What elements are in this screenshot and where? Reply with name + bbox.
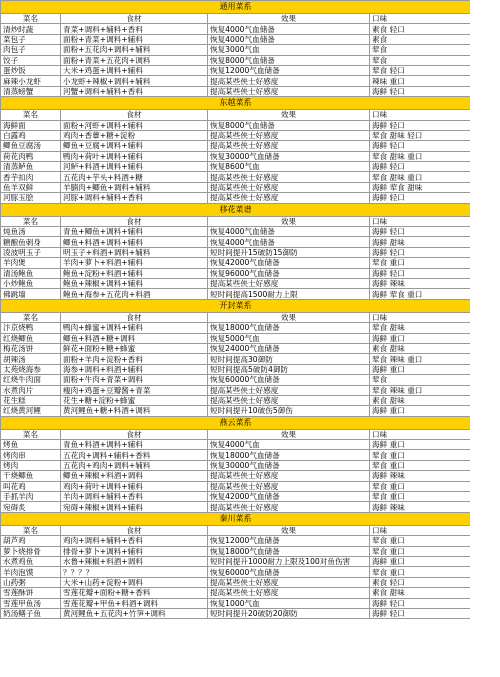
- dish-name-cell: 清蒸鲈鱼: [1, 162, 61, 172]
- recipe-row: [1, 130, 471, 140]
- recipe-row: [1, 471, 471, 481]
- recipe-row: [1, 151, 471, 161]
- section-title-row: [1, 299, 471, 312]
- effect-cell: 恢复24000气血储备: [208, 343, 370, 353]
- taste-cell: 海鲜 荤食 重口: [370, 289, 471, 299]
- ingredients-cell: 水鲁+辣椒+料酒+调料: [61, 556, 208, 566]
- effect-cell: 恢复4000气血: [208, 440, 370, 450]
- recipe-row: [1, 364, 471, 374]
- blank-area: [470, 0, 500, 677]
- effect-cell: 恢复18000气血储备: [208, 546, 370, 556]
- dish-name-cell: 红烧鲫鱼: [1, 333, 61, 343]
- dish-name-cell: 海鲜面: [1, 120, 61, 130]
- ingredients-cell: 青鱼+鲫鱼+调料+辅料: [61, 227, 208, 237]
- recipe-row: [1, 385, 471, 395]
- recipe-row: [1, 76, 471, 86]
- effect-cell: 提高某些侠士好感度: [208, 577, 370, 587]
- dish-name-cell: 羊肉煲: [1, 258, 61, 268]
- effect-cell: 提高某些侠士好感度: [208, 172, 370, 182]
- recipe-row: [1, 172, 471, 182]
- ingredients-cell: 大米+山药+淀粉+调料: [61, 577, 208, 587]
- taste-cell: 海鲜 轻口: [370, 598, 471, 608]
- recipe-row: [1, 450, 471, 460]
- header-taste: 口味: [370, 14, 471, 24]
- header-dish-name: 菜名: [1, 110, 61, 120]
- recipe-row: [1, 278, 471, 288]
- taste-cell: 海鲜 辣味: [370, 278, 471, 288]
- effect-cell: 提高某些侠士好感度: [208, 182, 370, 192]
- taste-cell: 海鲜 辣味: [370, 502, 471, 512]
- header-ingredients: 食材: [61, 14, 208, 24]
- effect-cell: 恢复42000气血储备: [208, 258, 370, 268]
- effect-cell: 恢复3000气血: [208, 45, 370, 55]
- dish-name-cell: 胡辣汤: [1, 354, 61, 364]
- effect-cell: 提高某些侠士好感度: [208, 193, 370, 203]
- dish-name-cell: 小炒鲍鱼: [1, 278, 61, 288]
- taste-cell: 荤食 重口: [370, 460, 471, 470]
- recipe-row: [1, 182, 471, 192]
- dish-name-cell: 佛跳墙: [1, 289, 61, 299]
- ingredients-cell: 羊肉+调料+辅料+香料: [61, 492, 208, 502]
- taste-cell: 素食: [370, 34, 471, 44]
- effect-cell: 恢复18000气血储备: [208, 450, 370, 460]
- recipe-row: [1, 141, 471, 151]
- recipe-row: [1, 162, 471, 172]
- taste-cell: 荤食 辣味 重口: [370, 385, 471, 395]
- effect-cell: 恢复8600气血: [208, 162, 370, 172]
- recipe-row: [1, 440, 471, 450]
- taste-cell: 荤食 重口: [370, 450, 471, 460]
- ingredients-cell: 面粉+河虾+调料+辅料: [61, 120, 208, 130]
- effect-cell: 恢复12000气血储备: [208, 536, 370, 546]
- taste-cell: 海鲜 轻口: [370, 162, 471, 172]
- taste-cell: 荤食 重口: [370, 536, 471, 546]
- ingredients-cell: 面粉+羊肉+淀粉+香料: [61, 354, 208, 364]
- effect-cell: 提高某些侠士好感度: [208, 471, 370, 481]
- header-dish-name: 菜名: [1, 525, 61, 535]
- taste-cell: 荤食 重口: [370, 258, 471, 268]
- taste-cell: 海鲜 轻口: [370, 608, 471, 618]
- recipe-row: [1, 460, 471, 470]
- dish-name-cell: 宛碍炙: [1, 502, 61, 512]
- recipe-row: [1, 24, 471, 34]
- recipe-row: [1, 395, 471, 405]
- taste-cell: 素食 轻口: [370, 24, 471, 34]
- header-taste: 口味: [370, 525, 471, 535]
- recipe-row: [1, 608, 471, 618]
- ingredients-cell: 鲫鱼+料酒+调料+辅料: [61, 237, 208, 247]
- ingredients-cell: 河蟹+调料+辅料+香料: [61, 86, 208, 96]
- taste-cell: 素食 甜味: [370, 395, 471, 405]
- taste-cell: 海鲜 轻口: [370, 86, 471, 96]
- ingredients-cell: 瘦肉+鸡蛋+豆瓣酱+青菜: [61, 385, 208, 395]
- ingredients-cell: 花生+糖+淀粉+蜂蜜: [61, 395, 208, 405]
- ingredients-cell: 面粉+牛肉+青菜+调料: [61, 375, 208, 385]
- taste-cell: 海鲜 重口: [370, 364, 471, 374]
- header-taste: 口味: [370, 110, 471, 120]
- ingredients-cell: 青鱼+料酒+调料+辅料: [61, 440, 208, 450]
- ingredients-cell: 小龙虾+辣椒+调料+辅料: [61, 76, 208, 86]
- effect-cell: 恢复30000气血储备: [208, 151, 370, 161]
- dish-name-cell: 麻辣小龙虾: [1, 76, 61, 86]
- dish-name-cell: 水煮肉片: [1, 385, 61, 395]
- taste-cell: 荤食: [370, 375, 471, 385]
- ingredients-cell: 宛碍+辣椒+调料+辅料: [61, 502, 208, 512]
- recipe-row: [1, 333, 471, 343]
- effect-cell: 短时间提升20破防20御防: [208, 608, 370, 618]
- taste-cell: 荤食 甜味 重口: [370, 151, 471, 161]
- effect-cell: 恢复42000气血储备: [208, 492, 370, 502]
- header-ingredients: 食材: [61, 216, 208, 226]
- header-effect: 效果: [208, 525, 370, 535]
- ingredients-cell: 面粉+青菜+调料+辅料: [61, 34, 208, 44]
- effect-cell: 提高某些侠士好感度: [208, 130, 370, 140]
- dish-name-cell: 香芋扣肉: [1, 172, 61, 182]
- taste-cell: 荤食 甜味 轻口: [370, 130, 471, 140]
- effect-cell: 短时间提高30御防: [208, 354, 370, 364]
- section-title: 开封菜系: [1, 299, 471, 312]
- effect-cell: 短时间提高5破防4御防: [208, 364, 370, 374]
- header-effect: 效果: [208, 429, 370, 439]
- dish-name-cell: 太苑烧海参: [1, 364, 61, 374]
- recipe-row: [1, 588, 471, 598]
- ingredients-cell: 面粉+青菜+五花肉+调料: [61, 55, 208, 65]
- dish-name-cell: 炖鱼汤: [1, 227, 61, 237]
- header-ingredients: 食材: [61, 429, 208, 439]
- recipe-row: [1, 567, 471, 577]
- header-taste: 口味: [370, 312, 471, 322]
- recipe-row: [1, 268, 471, 278]
- dish-name-cell: 萝卜烧排骨: [1, 546, 61, 556]
- header-effect: 效果: [208, 14, 370, 24]
- header-taste: 口味: [370, 216, 471, 226]
- section-title: 东越菜系: [1, 97, 471, 110]
- taste-cell: 荤食 轻口: [370, 65, 471, 75]
- dish-name-cell: 手抓羊肉: [1, 492, 61, 502]
- recipe-row: [1, 502, 471, 512]
- dish-name-cell: 羊肉泡馍: [1, 567, 61, 577]
- dish-name-cell: 水煮鸡鱼: [1, 556, 61, 566]
- ingredients-cell: 鸭肉+荷叶+调料+辅料: [61, 151, 208, 161]
- effect-cell: 恢复96000气血储备: [208, 268, 370, 278]
- ingredients-cell: 鲍鱼+海参+五花肉+料酒: [61, 289, 208, 299]
- column-header-row: [1, 216, 471, 226]
- header-ingredients: 食材: [61, 312, 208, 322]
- effect-cell: 短时间提升1000耐力上限及100对鱼伤害: [208, 556, 370, 566]
- dish-name-cell: 鲫鱼豆腐汤: [1, 141, 61, 151]
- dish-name-cell: 红烧黄河鲤: [1, 406, 61, 416]
- effect-cell: 恢复4000气血储备: [208, 227, 370, 237]
- dish-name-cell: 河豚玉脍: [1, 193, 61, 203]
- ingredients-cell: ？？？？: [61, 567, 208, 577]
- dish-name-cell: 清蒸螃蟹: [1, 86, 61, 96]
- dish-name-cell: 白露鸡: [1, 130, 61, 140]
- ingredients-cell: 黄河鲤鱼+糖+料酒+调料: [61, 406, 208, 416]
- section-title: 秦川菜系: [1, 512, 471, 525]
- taste-cell: 海鲜 重口: [370, 440, 471, 450]
- taste-cell: 海鲜 轻口: [370, 268, 471, 278]
- section-title-row: [1, 203, 471, 216]
- taste-cell: 海鲜 轻口: [370, 247, 471, 257]
- taste-cell: 海鲜 甜味: [370, 237, 471, 247]
- dish-name-cell: 叫花鸡: [1, 481, 61, 491]
- effect-cell: 短时间提升10破伤5御伤: [208, 406, 370, 416]
- dish-name-cell: 糖酿鱼刺身: [1, 237, 61, 247]
- dish-name-cell: 蛋炒饭: [1, 65, 61, 75]
- recipe-row: [1, 45, 471, 55]
- taste-cell: 荤食 重口: [370, 567, 471, 577]
- header-dish-name: 菜名: [1, 429, 61, 439]
- column-header-row: [1, 14, 471, 24]
- taste-cell: 海鲜 轻口: [370, 120, 471, 130]
- taste-cell: 荤食: [370, 45, 471, 55]
- recipe-row: [1, 598, 471, 608]
- section-title-row: [1, 1, 471, 14]
- recipe-row: [1, 556, 471, 566]
- dish-name-cell: 清汤鲍鱼: [1, 268, 61, 278]
- effect-cell: 恢复30000气血储备: [208, 460, 370, 470]
- ingredients-cell: 羊腩肉+鲫鱼+调料+辅料: [61, 182, 208, 192]
- recipe-row: [1, 354, 471, 364]
- section-title-row: [1, 97, 471, 110]
- recipe-row: [1, 193, 471, 203]
- ingredients-cell: 羊肉+萝卜+料酒+辅料: [61, 258, 208, 268]
- dish-name-cell: 花生糕: [1, 395, 61, 405]
- section-title: 移花菜谱: [1, 203, 471, 216]
- recipe-row: [1, 237, 471, 247]
- taste-cell: 素食 甜味: [370, 343, 471, 353]
- effect-cell: 提高某些侠士好感度: [208, 141, 370, 151]
- recipe-row: [1, 343, 471, 353]
- effect-cell: 恢复4000气血储备: [208, 34, 370, 44]
- ingredients-cell: 明玉子+料酒+调料+辅料: [61, 247, 208, 257]
- taste-cell: 荤食 重口: [370, 492, 471, 502]
- effect-cell: 恢复60000气血储备: [208, 567, 370, 577]
- ingredients-cell: 鲜花+面粉+糖+蜂蜜: [61, 343, 208, 353]
- effect-cell: 短时间提升15破防15御防: [208, 247, 370, 257]
- dish-name-cell: 汴京烧鸭: [1, 323, 61, 333]
- recipe-row: [1, 247, 471, 257]
- taste-cell: 荤食 甜味 重口: [370, 172, 471, 182]
- recipe-row: [1, 546, 471, 556]
- dish-name-cell: 雪莲酥饼: [1, 588, 61, 598]
- taste-cell: 海鲜 轻口: [370, 141, 471, 151]
- dish-name-cell: 肉包子: [1, 45, 61, 55]
- effect-cell: 短时间提高1500耐力上限: [208, 289, 370, 299]
- dish-name-cell: 干烧鲫鱼: [1, 471, 61, 481]
- header-dish-name: 菜名: [1, 14, 61, 24]
- ingredients-cell: 鲫鱼+豆腐+调料+辅料: [61, 141, 208, 151]
- dish-name-cell: 荷花肉鸭: [1, 151, 61, 161]
- dish-name-cell: 雪莲甲鱼汤: [1, 598, 61, 608]
- effect-cell: 提高某些侠士好感度: [208, 588, 370, 598]
- effect-cell: 提高某些侠士好感度: [208, 385, 370, 395]
- recipe-row: [1, 577, 471, 587]
- ingredients-cell: 鲫鱼+料酒+糖+调料: [61, 333, 208, 343]
- ingredients-cell: 五花肉+调料+辅料+香料: [61, 450, 208, 460]
- ingredients-cell: 鸡肉+调料+辅料+香料: [61, 536, 208, 546]
- dish-name-cell: 烤肉串: [1, 450, 61, 460]
- ingredients-cell: 大米+鸡蛋+调料+辅料: [61, 65, 208, 75]
- header-effect: 效果: [208, 216, 370, 226]
- ingredients-cell: 五花肉+鸡肉+调料+辅料: [61, 460, 208, 470]
- recipe-row: [1, 323, 471, 333]
- recipe-row: [1, 536, 471, 546]
- header-dish-name: 菜名: [1, 216, 61, 226]
- section-title-row: [1, 416, 471, 429]
- ingredients-cell: 鸭肉+蜂蜜+调料+辅料: [61, 323, 208, 333]
- taste-cell: 荤食 重口: [370, 546, 471, 556]
- dish-name-cell: 葫芦鸡: [1, 536, 61, 546]
- effect-cell: 提高某些侠士好感度: [208, 395, 370, 405]
- column-header-row: [1, 525, 471, 535]
- column-header-row: [1, 110, 471, 120]
- ingredients-cell: 鸡肉+荷叶+调料+辅料: [61, 481, 208, 491]
- dish-name-cell: 鱼羊双鲜: [1, 182, 61, 192]
- effect-cell: 恢复12000气血储备: [208, 65, 370, 75]
- taste-cell: 海鲜 轻口: [370, 227, 471, 237]
- effect-cell: 提高某些侠士好感度: [208, 76, 370, 86]
- column-header-row: [1, 312, 471, 322]
- ingredients-cell: 五花肉+芋头+料酒+糖: [61, 172, 208, 182]
- taste-cell: 荤食 重口: [370, 481, 471, 491]
- recipe-row: [1, 86, 471, 96]
- recipe-row: [1, 120, 471, 130]
- taste-cell: 荤食 甜味: [370, 323, 471, 333]
- ingredients-cell: 雪莲花瓣+面粉+糖+香料: [61, 588, 208, 598]
- dish-name-cell: 梅花汤饼: [1, 343, 61, 353]
- effect-cell: 提高某些侠士好感度: [208, 86, 370, 96]
- ingredients-cell: 黄河鲤鱼+五花肉+竹笋+调料: [61, 608, 208, 618]
- taste-cell: 辣味 重口: [370, 76, 471, 86]
- taste-cell: 海鲜 重口: [370, 556, 471, 566]
- header-ingredients: 食材: [61, 110, 208, 120]
- header-dish-name: 菜名: [1, 312, 61, 322]
- ingredients-cell: 面粉+五花肉+调料+辅料: [61, 45, 208, 55]
- ingredients-cell: 河鲈+料酒+调料+辅料: [61, 162, 208, 172]
- dish-name-cell: 烤肉: [1, 460, 61, 470]
- effect-cell: 恢复4000气血储备: [208, 24, 370, 34]
- effect-cell: 恢复60000气血储备: [208, 375, 370, 385]
- section-title: 燕云菜系: [1, 416, 471, 429]
- recipe-row: [1, 227, 471, 237]
- taste-cell: 海鲜 轻口: [370, 193, 471, 203]
- recipe-row: [1, 258, 471, 268]
- recipe-row: [1, 406, 471, 416]
- recipe-row: [1, 55, 471, 65]
- taste-cell: 荤食: [370, 55, 471, 65]
- recipe-row: [1, 289, 471, 299]
- effect-cell: 恢复18000气血储备: [208, 323, 370, 333]
- ingredients-cell: 海参+调料+料酒+辅料: [61, 364, 208, 374]
- header-ingredients: 食材: [61, 525, 208, 535]
- effect-cell: 恢复8000气血储备: [208, 120, 370, 130]
- ingredients-cell: 鲫鱼+辣椒+料酒+调料: [61, 471, 208, 481]
- taste-cell: 海鲜 重口: [370, 406, 471, 416]
- recipe-row: [1, 492, 471, 502]
- ingredients-cell: 雪莲花瓣+甲鱼+料酒+调料: [61, 598, 208, 608]
- taste-cell: 素食 轻口: [370, 577, 471, 587]
- effect-cell: 恢复8000气血储备: [208, 55, 370, 65]
- recipe-row: [1, 481, 471, 491]
- header-effect: 效果: [208, 312, 370, 322]
- effect-cell: 恢复5000气血: [208, 333, 370, 343]
- dish-name-cell: 饺子: [1, 55, 61, 65]
- ingredients-cell: 鲍鱼+辣椒+调料+辅料: [61, 278, 208, 288]
- dish-name-cell: 凌波明玉子: [1, 247, 61, 257]
- effect-cell: 提高某些侠士好感度: [208, 278, 370, 288]
- ingredients-cell: 河豚+调料+辅料+香料: [61, 193, 208, 203]
- taste-cell: 海鲜 荤食 甜味: [370, 182, 471, 192]
- effect-cell: 提高某些侠士好感度: [208, 481, 370, 491]
- header-effect: 效果: [208, 110, 370, 120]
- taste-cell: 素食 甜味: [370, 588, 471, 598]
- taste-cell: 海鲜 辣味: [370, 471, 471, 481]
- ingredients-cell: 鲍鱼+淀粉+料酒+辅料: [61, 268, 208, 278]
- column-header-row: [1, 429, 471, 439]
- effect-cell: 提高某些侠士好感度: [208, 502, 370, 512]
- dish-name-cell: 奶汤鳝子鱼: [1, 608, 61, 618]
- recipe-row: [1, 375, 471, 385]
- ingredients-cell: 鸡肉+香蕈+糖+淀粉: [61, 130, 208, 140]
- recipe-row: [1, 65, 471, 75]
- section-title: 通用菜系: [1, 1, 471, 14]
- taste-cell: 海鲜 重口: [370, 333, 471, 343]
- dish-name-cell: 菜包子: [1, 34, 61, 44]
- recipe-row: [1, 34, 471, 44]
- dish-name-cell: 山药粥: [1, 577, 61, 587]
- dish-name-cell: 红烧牛肉面: [1, 375, 61, 385]
- section-title-row: [1, 512, 471, 525]
- ingredients-cell: 青菜+调料+辅料+香料: [61, 24, 208, 34]
- ingredients-cell: 排骨+萝卜+调料+辅料: [61, 546, 208, 556]
- header-taste: 口味: [370, 429, 471, 439]
- taste-cell: 荤食 辣味 重口: [370, 354, 471, 364]
- dish-name-cell: 烤鱼: [1, 440, 61, 450]
- effect-cell: 恢复1000气血: [208, 598, 370, 608]
- effect-cell: 恢复4000气血储备: [208, 237, 370, 247]
- dish-name-cell: 清炒时蔬: [1, 24, 61, 34]
